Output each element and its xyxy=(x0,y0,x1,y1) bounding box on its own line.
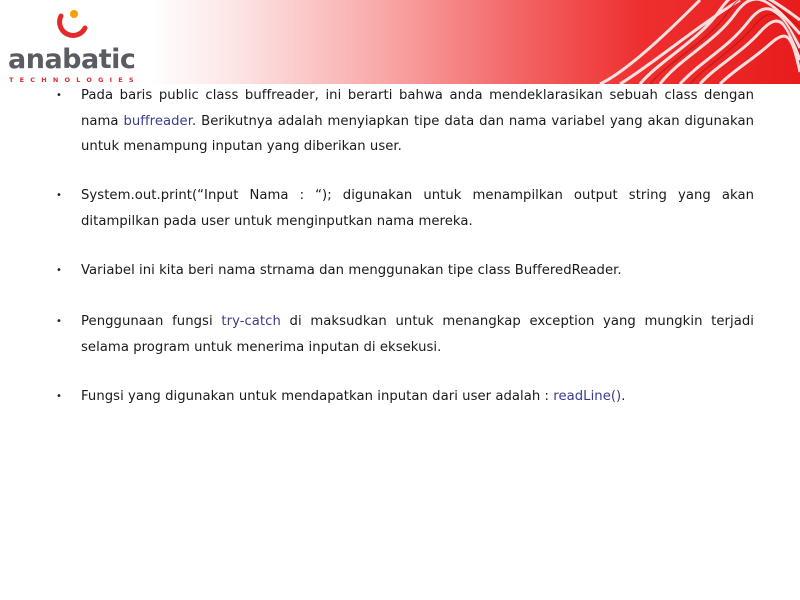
logo-tagline: TECHNOLOGIES xyxy=(9,76,140,84)
text-run: . Berikutnya adalah menyiapkan tipe data dan nama variabel yang akan digunakan untuk menampung inputan yang diberikan user. xyxy=(81,113,754,154)
text-run: Pada baris public class buffreader, ini berarti bahwa anda mendeklarasikan sebuah class dengan nama xyxy=(81,88,754,129)
bullet-text xyxy=(81,384,754,410)
text-run: di maksudkan untuk menangkap exception yang mungkin terjadi selama program untuk menerima inputan di eksekusi. xyxy=(81,314,754,355)
text-run: . xyxy=(621,389,626,404)
bullet-dot-icon: • xyxy=(56,90,62,101)
anabatic-logo xyxy=(6,8,140,84)
bullet-dot-icon: • xyxy=(56,190,62,201)
bullet-text xyxy=(81,83,754,160)
bullet-dot-icon: • xyxy=(56,265,62,276)
bullet-dot-icon: • xyxy=(56,316,62,327)
text-run: System.out.print(“Input Nama : “); digunakan untuk menampilkan output string yang akan ditampilkan pada user untuk menginputkan nama mereka. xyxy=(81,188,754,229)
bullet-text xyxy=(81,309,754,360)
bullet-dot-icon: • xyxy=(56,391,62,402)
slide-header xyxy=(0,0,800,84)
text-run: Penggunaan fungsi xyxy=(81,314,222,329)
logo-mark-icon xyxy=(52,6,92,46)
bullet-text xyxy=(81,183,754,234)
highlighted-term: readLine() xyxy=(553,389,622,404)
highlighted-term: buffreader xyxy=(123,113,192,129)
text-run: Fungsi yang digunakan untuk mendapatkan inputan dari user adalah : xyxy=(81,389,554,404)
highlighted-term: try-catch xyxy=(221,314,281,329)
logo-wordmark: anabatic xyxy=(8,44,136,75)
bullet-text xyxy=(81,258,754,284)
text-run: Variabel ini kita beri nama strnama dan menggunakan tipe class BufferedReader. xyxy=(81,263,622,278)
